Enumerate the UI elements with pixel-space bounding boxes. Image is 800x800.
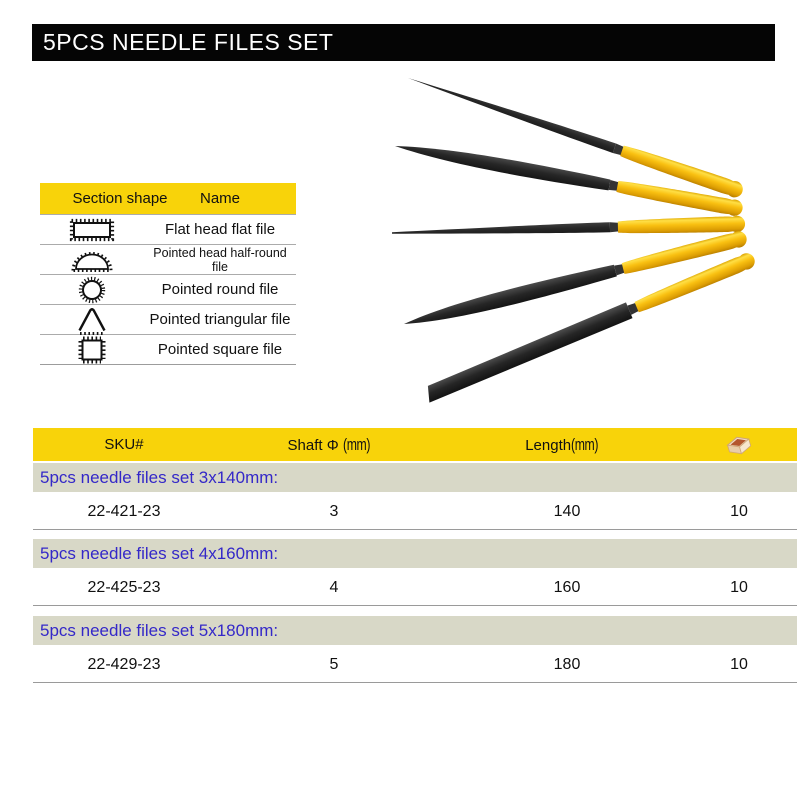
shape-name: Pointed triangular file bbox=[149, 311, 291, 328]
shape-name: Pointed square file bbox=[157, 341, 283, 358]
table-row bbox=[40, 274, 296, 304]
shaft-value: 4 bbox=[329, 578, 339, 596]
table-row bbox=[40, 214, 296, 244]
table-row bbox=[33, 647, 797, 683]
table-row bbox=[40, 334, 296, 364]
sku-value: 22-421-23 bbox=[87, 502, 161, 520]
table-row bbox=[33, 494, 797, 530]
length-value: 180 bbox=[553, 655, 581, 673]
group-label: 5pcs needle files set 3x140mm: bbox=[33, 463, 797, 492]
shape-name: Pointed head half-round file bbox=[153, 245, 287, 274]
square-section-icon bbox=[77, 335, 107, 365]
section-shape-table-header bbox=[40, 183, 296, 214]
section-shape-table bbox=[40, 183, 296, 365]
table-row bbox=[33, 570, 797, 606]
shaft-value: 5 bbox=[329, 655, 339, 673]
spec-table bbox=[33, 428, 797, 683]
product-image bbox=[320, 58, 800, 430]
table-row bbox=[40, 244, 296, 274]
pack-value: 10 bbox=[730, 502, 748, 520]
pack-value: 10 bbox=[730, 578, 748, 596]
group-label: 5pcs needle files set 4x160mm: bbox=[33, 539, 797, 568]
col-sku: SKU# bbox=[104, 436, 144, 453]
col-pack bbox=[681, 432, 797, 458]
triangular-section-icon bbox=[75, 305, 109, 335]
length-value: 160 bbox=[553, 578, 581, 596]
col-section-shape: Section shape bbox=[72, 190, 168, 207]
needle-file-3 bbox=[392, 216, 746, 242]
flat-section-icon bbox=[68, 217, 116, 243]
table-row bbox=[40, 304, 296, 334]
round-section-icon bbox=[77, 275, 107, 305]
shape-name: Pointed round file bbox=[161, 281, 279, 298]
group-label: 5pcs needle files set 5x180mm: bbox=[33, 616, 797, 645]
shaft-value: 3 bbox=[329, 502, 339, 520]
sku-value: 22-425-23 bbox=[87, 578, 161, 596]
spec-table-header bbox=[33, 428, 797, 461]
col-name: Name bbox=[200, 190, 241, 207]
page-title: 5PCS NEEDLE FILES SET bbox=[32, 24, 775, 61]
shape-name: Flat head flat file bbox=[164, 221, 276, 238]
col-length: Length(mm) bbox=[525, 434, 599, 454]
length-value: 140 bbox=[553, 502, 581, 520]
col-shaft: Shaft Φ (mm) bbox=[287, 434, 370, 454]
pack-value: 10 bbox=[730, 655, 748, 673]
box-icon bbox=[723, 432, 755, 458]
sku-value: 22-429-23 bbox=[87, 655, 161, 673]
half-round-section-icon bbox=[69, 247, 115, 273]
